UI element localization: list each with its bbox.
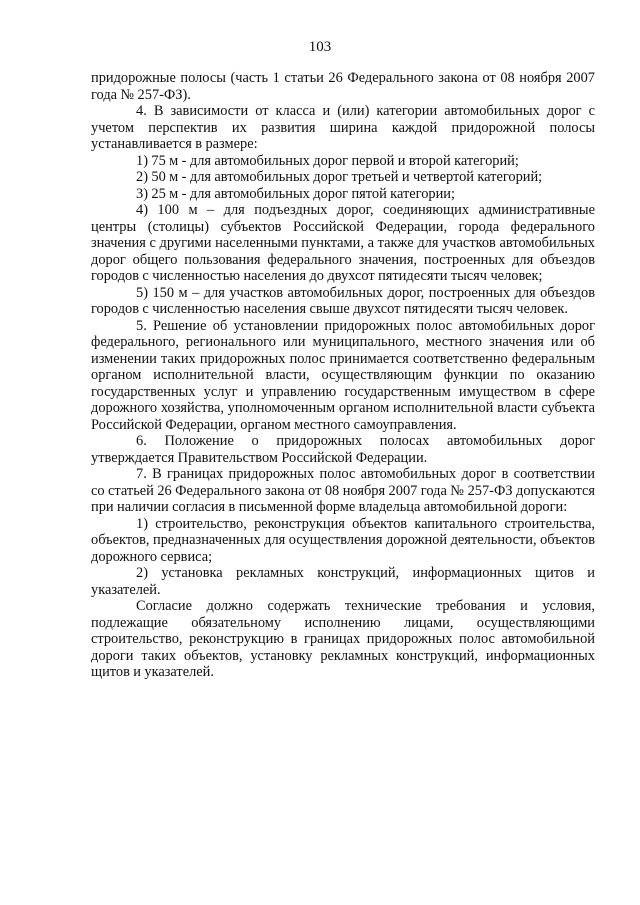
page-number: 103 xyxy=(308,39,332,55)
paragraph-item-7: 7. В границах придорожных полос автомобильных дорог в соответствии со статьей 26 Федерального закона от 08 ноября 2007 года № 257-ФЗ допускаются при наличии согласия в письменной форме владельца автомобильной дороги: xyxy=(91,466,595,515)
paragraph-item-5: 5. Решение об установлении придорожных полос автомобильных дорог федерального, регионального или муниципального, местного значения или об изменении таких придорожных полос принимается соответственно федеральным органом исполнительной власти, осуществляющим функции по оказанию государственных услуг и управлению государственным имуществом в сфере дорожного хозяйства, уполномоченным органом исполнительной власти субъекта Российской Федерации, органом местного самоуправления. xyxy=(91,317,595,433)
paragraph-item-7-sub-1: 1) строительство, реконструкция объектов капитального строительства, объектов, предназначенных для осуществления дорожной деятельности, объектов дорожного сервиса; xyxy=(91,515,595,565)
paragraph-subitem-4: 4) 100 м – для подъездных дорог, соединяющих административные центры (столицы) субъектов Российской Федерации, города федерального значения с другими населенными пунктами, а также для участков автомобильных дорог общего пользования федерального значения, построенных для объездов городов с численностью населения до двухсот пятидесяти тысяч человек; xyxy=(91,202,595,284)
paragraph-subitem-3: 3) 25 м - для автомобильных дорог пятой категории; xyxy=(136,185,455,202)
paragraph-subitem-2: 2) 50 м - для автомобильных дорог третьей и четвертой категорий; xyxy=(136,169,543,185)
paragraph-subitem-1: 1) 75 м - для автомобильных дорог первой и второй категорий; xyxy=(136,152,519,169)
paragraph-consent: Согласие должно содержать технические требования и условия, подлежащие обязательному исполнению лицами, осуществляющими строительство, реконструкцию в границах придорожных полос автомобильной дороги таких объектов, установку рекламных конструкций, информационных щитов и указателей. xyxy=(91,598,595,680)
paragraph-continuation: придорожные полосы (часть 1 статьи 26 Федерального закона от 08 ноября 2007 года № 257-ФЗ). xyxy=(91,70,595,103)
document-body xyxy=(91,70,595,681)
paragraph-item-4: 4. В зависимости от класса и (или) категории автомобильных дорог с учетом перспектив их развития ширина каждой придорожной полосы устанавливается в размере: xyxy=(91,103,595,152)
paragraph-item-6: 6. Положение о придорожных полосах автомобильных дорог утверждается Правительством Российской Федерации. xyxy=(91,433,595,466)
paragraph-subitem-5: 5) 150 м – для участков автомобильных дорог, построенных для объездов городов с численностью населения свыше двухсот пятидесяти тысяч человек. xyxy=(91,284,595,317)
paragraph-item-7-sub-2: 2) установка рекламных конструкций, информационных щитов и указателей. xyxy=(91,565,595,598)
